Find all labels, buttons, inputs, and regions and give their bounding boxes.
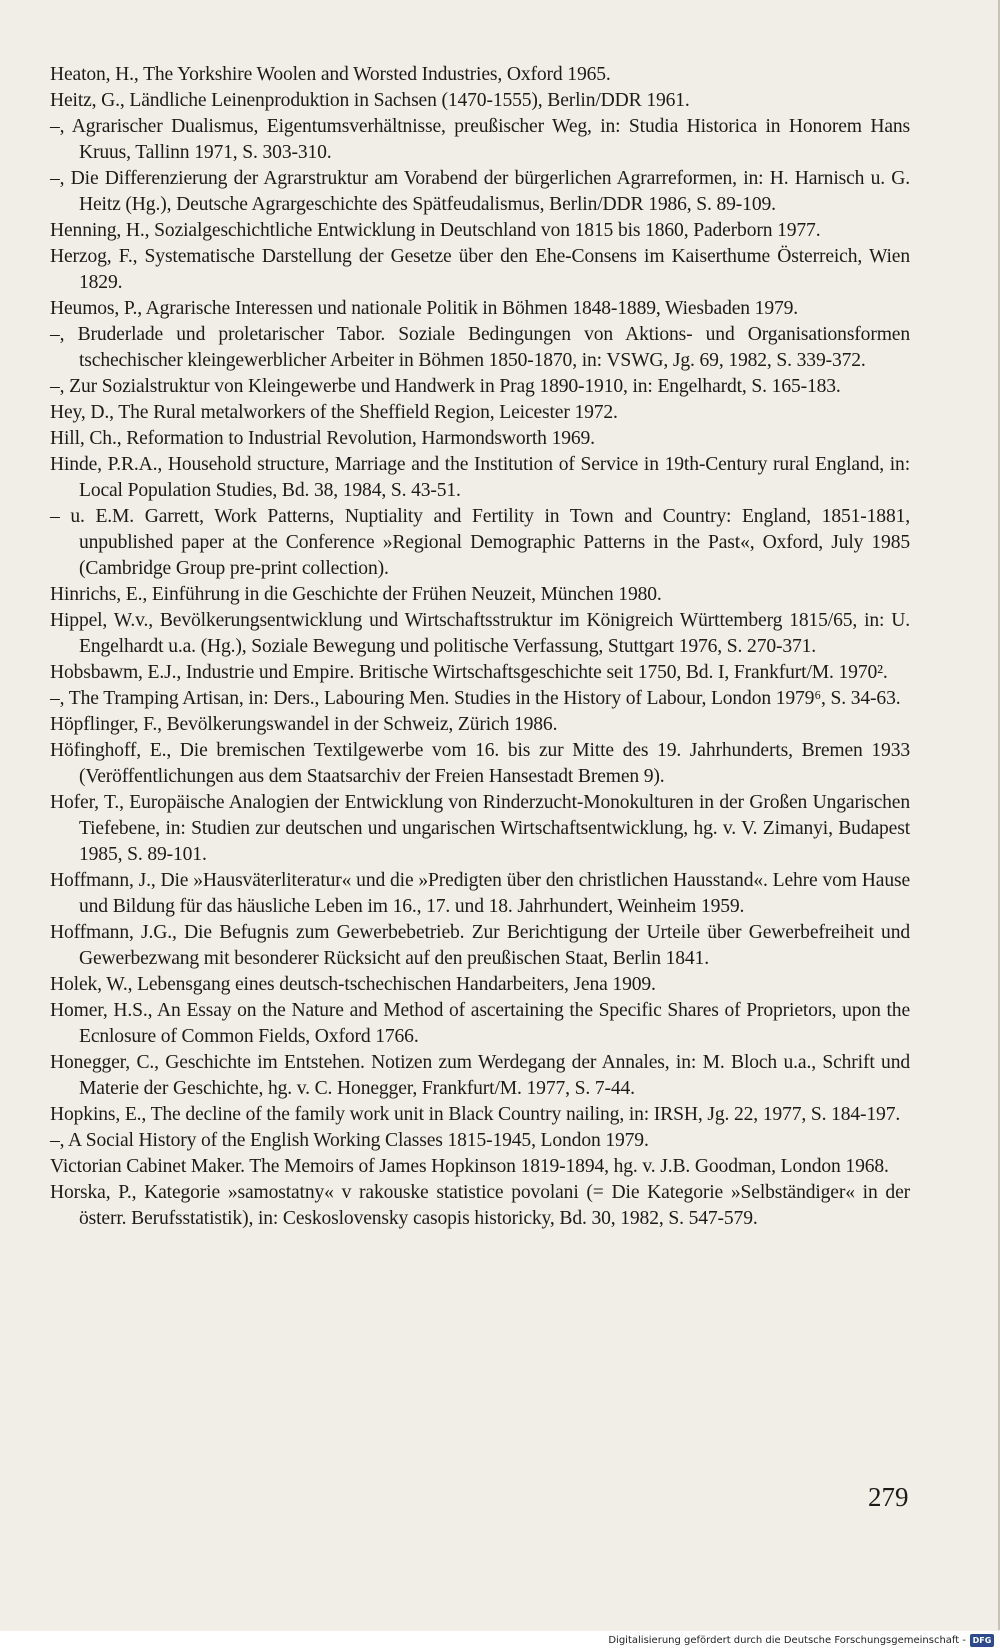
bibliography-entry: Hippel, W.v., Bevölkerungsentwicklung und Wirtschaftsstruktur im Königreich Württemberg 1815/65, in: U. Engelhardt u.a. (Hg.), Soziale Bewegung und politische Verfassung, Stuttgart 1976, S. 270-371. — [50, 610, 910, 657]
dfg-logo: DFG — [970, 1634, 994, 1647]
bibliography-entry: Hey, D., The Rural metalworkers of the Sheffield Region, Leicester 1972. — [50, 402, 618, 423]
bibliography-entry: Hopkins, E., The decline of the family work unit in Black Country nailing, in: IRSH, Jg. 22, 1977, S. 184-197. — [50, 1104, 901, 1125]
bibliography-entry: Hofer, T., Europäische Analogien der Entwicklung von Rinderzucht-Monokulturen in der Großen Ungarischen Tiefebene, in: Studien zur deutschen und ungarischen Wirtschaftsentwicklung, hg. v. V. Zimanyi, Budapest 1985, S. 89-101. — [50, 792, 910, 865]
bibliography-entry: Honegger, C., Geschichte im Entstehen. Notizen zum Werdegang der Annales, in: M. Bloch u.a., Schrift und Materie der Geschichte, hg. v. C. Honegger, Frankfurt/M. 1977, S. 7-44. — [50, 1052, 910, 1099]
bibliography-entry: Höpflinger, F., Bevölkerungswandel in der Schweiz, Zürich 1986. — [50, 714, 558, 735]
bibliography-entry: Horska, P., Kategorie »samostatny« v rakouske statistice povolani (= Die Kategorie »Selbständiger« in der österr. Berufsstatistik), in: Ceskoslovensky casopis historicky, Bd. 30, 1982, S. 547-579. — [50, 1182, 910, 1229]
bibliography-entry: Heaton, H., The Yorkshire Woolen and Worsted Industries, Oxford 1965. — [50, 64, 611, 85]
bibliography-entry: –, Zur Sozialstruktur von Kleingewerbe und Handwerk in Prag 1890-1910, in: Engelhardt, S. 165-183. — [50, 376, 841, 397]
bibliography-entry: Hinde, P.R.A., Household structure, Marriage and the Institution of Service in 19th-Century rural England, in: Local Population Studies, Bd. 38, 1984, S. 43-51. — [50, 454, 910, 501]
bibliography-entry: –, Bruderlade und proletarischer Tabor. Soziale Bedingungen von Aktions- und Organisationsformen tschechischer kleingewerblicher Arbeiter in Böhmen 1850-1870, in: VSWG, Jg. 69, 1982, S. 339-372. — [50, 324, 910, 371]
bibliography-entry: Heumos, P., Agrarische Interessen und nationale Politik in Böhmen 1848-1889, Wiesbaden 1979. — [50, 298, 799, 319]
bibliography-entry: –, The Tramping Artisan, in: Ders., Labouring Men. Studies in the History of Labour, London 1979⁶, S. 34-63. — [50, 688, 901, 709]
page-number: 279 — [868, 1482, 909, 1512]
bibliography-entry: –, Agrarischer Dualismus, Eigentumsverhältnisse, preußischer Weg, in: Studia Historica in Honorem Hans Kruus, Tallinn 1971, S. 303-310. — [50, 116, 910, 163]
bibliography-entry: Hoffmann, J.G., Die Befugnis zum Gewerbebetrieb. Zur Berichtigung der Urteile über Gewerbefreiheit und Gewerbezwang mit besonderer Rücksicht auf den preußischen Staat, Berlin 1841. — [50, 922, 910, 969]
bibliography-entry: Hobsbawm, E.J., Industrie und Empire. Britische Wirtschaftsgeschichte seit 1750, Bd. I, Frankfurt/M. 1970². — [50, 662, 888, 683]
bibliography-entry: Victorian Cabinet Maker. The Memoirs of James Hopkinson 1819-1894, hg. v. J.B. Goodman, London 1968. — [50, 1156, 889, 1177]
bibliography-entry: Hill, Ch., Reformation to Industrial Revolution, Harmondsworth 1969. — [50, 428, 595, 449]
bibliography-entry: Herzog, F., Systematische Darstellung der Gesetze über den Ehe-Consens im Kaiserthume Österreich, Wien 1829. — [50, 246, 910, 293]
bibliography-entry: –, Die Differenzierung der Agrarstruktur am Vorabend der bürgerlichen Agrarreformen, in: H. Harnisch u. G. Heitz (Hg.), Deutsche Agrargeschichte des Spätfeudalismus, Berlin/DDR 1986, S. 89-109. — [50, 168, 910, 215]
bibliography-entry: Höfinghoff, E., Die bremischen Textilgewerbe vom 16. bis zur Mitte des 19. Jahrhunderts, Bremen 1933 (Veröffentlichungen aus dem Staatsarchiv der Freien Hansestadt Bremen 9). — [50, 740, 910, 787]
bibliography-entry: – u. E.M. Garrett, Work Patterns, Nuptiality and Fertility in Town and Country: England, 1851-1881, unpublished paper at the Conference »Regional Demographic Patterns in the Past«, Oxford, July 1985 (Cambridge Group pre-print collection). — [50, 506, 910, 579]
bibliography-entry: Henning, H., Sozialgeschichtliche Entwicklung in Deutschland von 1815 bis 1860, Paderborn 1977. — [50, 220, 821, 241]
bibliography-entry: Homer, H.S., An Essay on the Nature and Method of ascertaining the Specific Shares of Proprietors, upon the Ecnlosure of Common Fields, Oxford 1766. — [50, 1000, 910, 1047]
bibliography-entry: Heitz, G., Ländliche Leinenproduktion in Sachsen (1470-1555), Berlin/DDR 1961. — [50, 90, 690, 111]
bibliography-list — [50, 62, 910, 1232]
footer-credit: Digitalisierung gefördert durch die Deutsche Forschungsgemeinschaft - — [608, 1635, 966, 1646]
bibliography-entry: –, A Social History of the English Working Classes 1815-1945, London 1979. — [50, 1130, 649, 1151]
bibliography-entry: Holek, W., Lebensgang eines deutsch-tschechischen Handarbeiters, Jena 1909. — [50, 974, 656, 995]
bibliography-entry: Hinrichs, E., Einführung in die Geschichte der Frühen Neuzeit, München 1980. — [50, 584, 662, 605]
bibliography-entry: Hoffmann, J., Die »Hausväterliteratur« und die »Predigten über den christlichen Hausstand«. Lehre vom Hause und Bildung für das häusliche Leben im 16., 17. und 18. Jahrhundert, Weinheim 1959. — [50, 870, 910, 917]
